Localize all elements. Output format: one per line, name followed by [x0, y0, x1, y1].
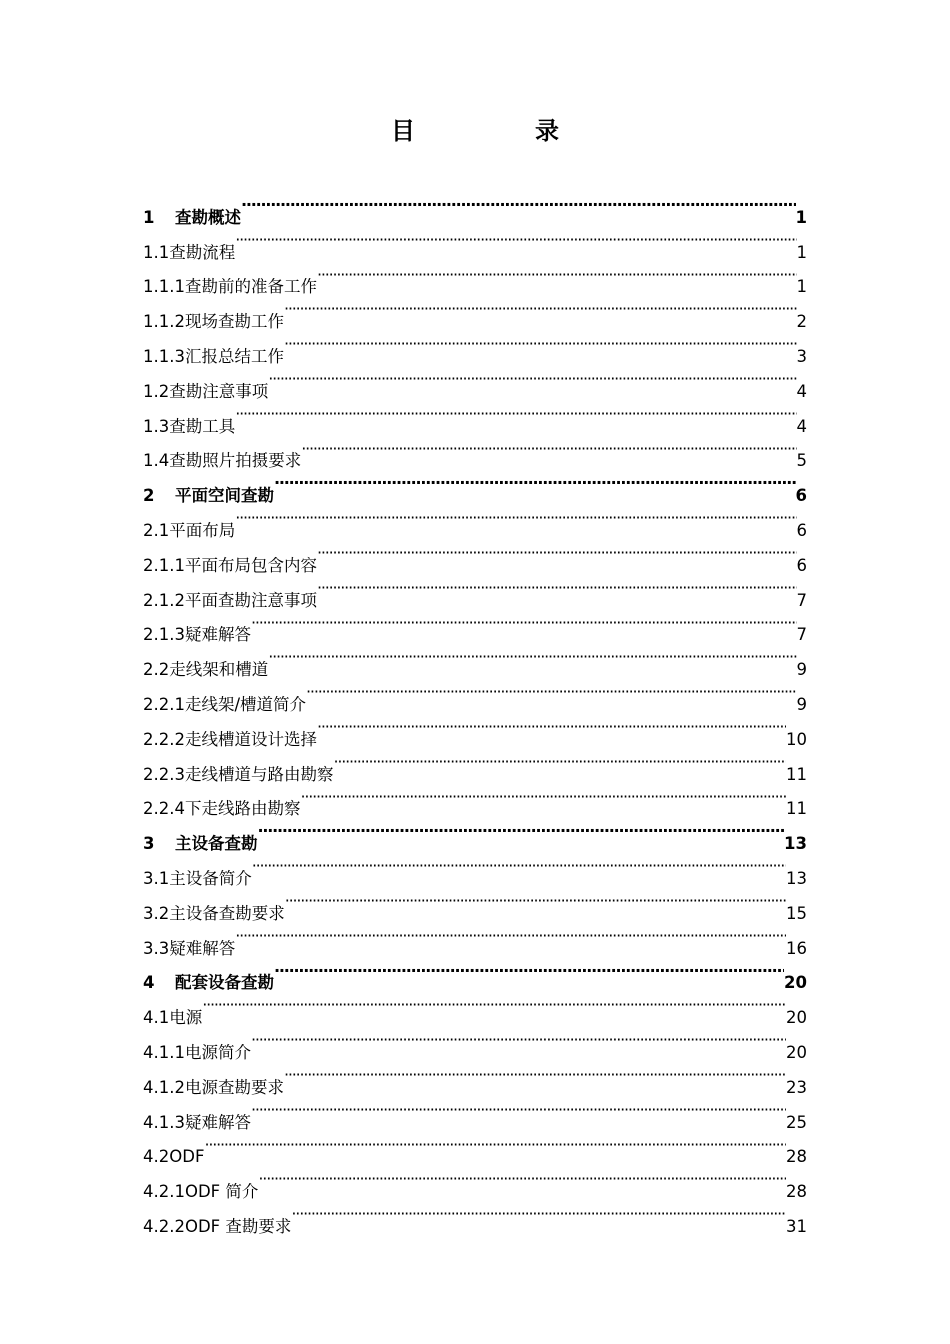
toc-leader-dots [204, 1128, 786, 1163]
toc-entry-page: 23 [786, 1077, 807, 1097]
toc-entry-title: 查勘流程 [169, 242, 236, 262]
toc-entry-title: 查勘前的准备工作 [184, 277, 317, 297]
toc-entry-title: 配套设备查勘 [175, 973, 274, 993]
toc-entry-number: 4.1.2 [143, 1077, 185, 1097]
toc-entry-page: 7 [796, 590, 807, 610]
toc-entry-number: 2.1.3 [143, 625, 185, 645]
toc-entry-title: 主设备简介 [169, 868, 252, 888]
toc-entry-title: 走线架和槽道 [169, 660, 269, 680]
toc-leader-dots [317, 710, 786, 745]
toc-leader-dots [284, 1058, 786, 1093]
toc-entry-page: 1 [795, 207, 807, 227]
toc-leader-dots [333, 745, 786, 780]
toc-entry-number: 2.2.4 [143, 799, 185, 819]
toc-entry-page: 6 [796, 520, 807, 540]
page-title: 目 录 [391, 117, 607, 145]
toc-entry-title: 平面布局 [169, 520, 236, 540]
toc-entry-title: 下走线路由勘察 [184, 799, 301, 819]
toc-entry-title: 电源简介 [184, 1042, 251, 1062]
toc-entry[interactable] [143, 1162, 807, 1202]
toc-entry-title: 查勘概述 [175, 207, 241, 227]
toc-leader-dots [284, 292, 797, 327]
toc-leader-dots [274, 466, 796, 501]
toc-entry-page: 6 [796, 555, 807, 575]
toc-entry[interactable] [143, 188, 807, 227]
toc-entry-title: 平面空间查勘 [175, 486, 274, 506]
toc-entry-page: 6 [795, 486, 807, 506]
toc-entry-number: 1.1 [143, 242, 170, 262]
toc-entry[interactable] [143, 988, 807, 1028]
toc-leader-dots [235, 501, 796, 536]
toc-entry-title: 平面查勘注意事项 [184, 590, 317, 610]
toc-leader-dots [252, 849, 786, 884]
toc-leader-dots [317, 258, 797, 293]
toc-entry-page: 3 [796, 346, 807, 366]
toc-entry[interactable] [143, 536, 807, 575]
toc-entry-number: 2.1.1 [143, 555, 185, 575]
toc-entry[interactable] [143, 1023, 807, 1062]
toc-entry-number: 1.2 [143, 381, 170, 401]
toc-entry-page: 10 [786, 729, 807, 749]
toc-entry-number: 4.1.1 [143, 1042, 185, 1062]
toc-leader-dots [251, 1093, 786, 1128]
toc-entry-title: 电源 [169, 1008, 203, 1028]
toc-leader-dots [235, 223, 796, 258]
toc-entry-page: 9 [796, 694, 807, 714]
toc-entry-title: 电源查勘要求 [184, 1077, 284, 1097]
toc-entry-page: 9 [796, 660, 807, 680]
toc-entry-page: 2 [796, 312, 807, 332]
toc-entry-title: 查勘工具 [169, 416, 236, 436]
toc-leader-dots [268, 362, 796, 397]
toc-entry-page: 11 [786, 799, 807, 819]
toc-entry-title: ODF [169, 1147, 205, 1167]
toc-entry[interactable] [143, 1128, 807, 1167]
toc-entry-number: 2.2 [143, 660, 170, 680]
toc-entry-title: 走线槽道设计选择 [184, 729, 317, 749]
toc-leader-dots [300, 780, 786, 815]
toc-entry-title: 疑难解答 [184, 625, 251, 645]
toc-entry-page: 4 [796, 381, 807, 401]
toc-entry-page: 28 [786, 1147, 807, 1167]
toc-entry-title: 查勘照片拍摄要求 [169, 451, 302, 471]
toc-entry-page: 20 [786, 1042, 807, 1062]
toc-leader-dots [258, 1162, 786, 1197]
toc-entry-number: 2.1 [143, 520, 170, 540]
toc-entry-number: 2.2.1 [143, 694, 185, 714]
toc-leader-dots [284, 327, 797, 362]
toc-entry-page: 25 [786, 1112, 807, 1132]
toc-entry[interactable] [143, 432, 807, 471]
toc-entry-number: 2 [143, 486, 155, 506]
toc-entry-page: 31 [786, 1216, 807, 1236]
toc-entry-page: 5 [796, 451, 807, 471]
toc-leader-dots [285, 884, 786, 919]
toc-entry-title: 走线架/槽道简介 [184, 694, 307, 714]
toc-leader-dots [258, 814, 785, 849]
toc-entry-number: 3.1 [143, 868, 170, 888]
toc-entry-number: 4.2.1 [143, 1182, 185, 1202]
toc-entry-page: 13 [786, 868, 807, 888]
toc-entry-number: 3 [143, 834, 155, 854]
toc-leader-dots [301, 432, 796, 467]
toc-entry-number: 1.4 [143, 451, 170, 471]
toc-entry-number: 1.1.2 [143, 312, 185, 332]
toc-entry-page: 1 [796, 277, 807, 297]
toc-entry-page: 4 [796, 416, 807, 436]
toc-entry-number: 4.2.2 [143, 1216, 185, 1236]
toc-leader-dots [235, 919, 786, 954]
toc-entry-page: 28 [786, 1182, 807, 1202]
toc-entry-title: 平面布局包含内容 [184, 555, 317, 575]
toc-entry[interactable] [143, 223, 807, 262]
toc-entry-page: 20 [786, 1008, 807, 1028]
toc-leader-dots [274, 954, 784, 989]
toc-leader-dots [235, 397, 796, 432]
toc-entry-number: 4.2 [143, 1147, 170, 1167]
toc-entry-title: 现场查勘工作 [184, 312, 284, 332]
toc-entry-title: 主设备查勘 [175, 834, 258, 854]
toc-leader-dots [317, 536, 797, 571]
toc-entry-number: 4.1.3 [143, 1112, 185, 1132]
toc-leader-dots [251, 606, 797, 641]
toc-entry-number: 2.1.2 [143, 590, 185, 610]
toc-entry[interactable] [143, 258, 807, 297]
toc-entry-page: 20 [784, 973, 807, 993]
toc-entry-page: 7 [796, 625, 807, 645]
toc-entry-title: 查勘注意事项 [169, 381, 269, 401]
toc-leader-dots [268, 640, 796, 675]
toc-entry-page: 16 [786, 938, 807, 958]
toc-entry-title: ODF 简介 [184, 1182, 259, 1202]
toc-entry-title: ODF 查勘要求 [184, 1216, 292, 1236]
toc-entry[interactable] [143, 397, 807, 436]
toc-entry-number: 1 [143, 207, 155, 227]
toc-entry-title: 疑难解答 [184, 1112, 251, 1132]
toc-entry-number: 4.1 [143, 1008, 170, 1028]
toc-entry-page: 11 [786, 764, 807, 784]
toc-entry-page: 1 [796, 242, 807, 262]
toc-entry-page: 15 [786, 903, 807, 923]
toc-entry-title: 疑难解答 [169, 938, 236, 958]
toc-entry-number: 2.2.3 [143, 764, 185, 784]
toc-entry-number: 1.3 [143, 416, 170, 436]
toc-leader-dots [241, 188, 796, 223]
toc-entry-number: 3.2 [143, 903, 170, 923]
toc-entry-number: 1.1.3 [143, 346, 185, 366]
toc-entry-number: 4 [143, 973, 155, 993]
toc-entry[interactable] [143, 919, 807, 958]
toc-entry[interactable] [143, 501, 807, 540]
toc-entry-number: 3.3 [143, 938, 170, 958]
toc-leader-dots [202, 988, 786, 1023]
table-of-contents [143, 188, 807, 1236]
toc-entry-number: 1.1.1 [143, 277, 185, 297]
toc-entry-number: 2.2.2 [143, 729, 185, 749]
toc-entry-page: 13 [784, 834, 807, 854]
toc-entry-title: 主设备查勘要求 [169, 903, 285, 923]
toc-leader-dots [317, 571, 797, 606]
toc-leader-dots [251, 1023, 786, 1058]
toc-entry[interactable] [143, 954, 807, 993]
toc-leader-dots [306, 675, 796, 710]
toc-entry-title: 汇报总结工作 [184, 346, 284, 366]
toc-entry-title: 走线槽道与路由勘察 [184, 764, 334, 784]
toc-leader-dots [291, 1197, 786, 1232]
